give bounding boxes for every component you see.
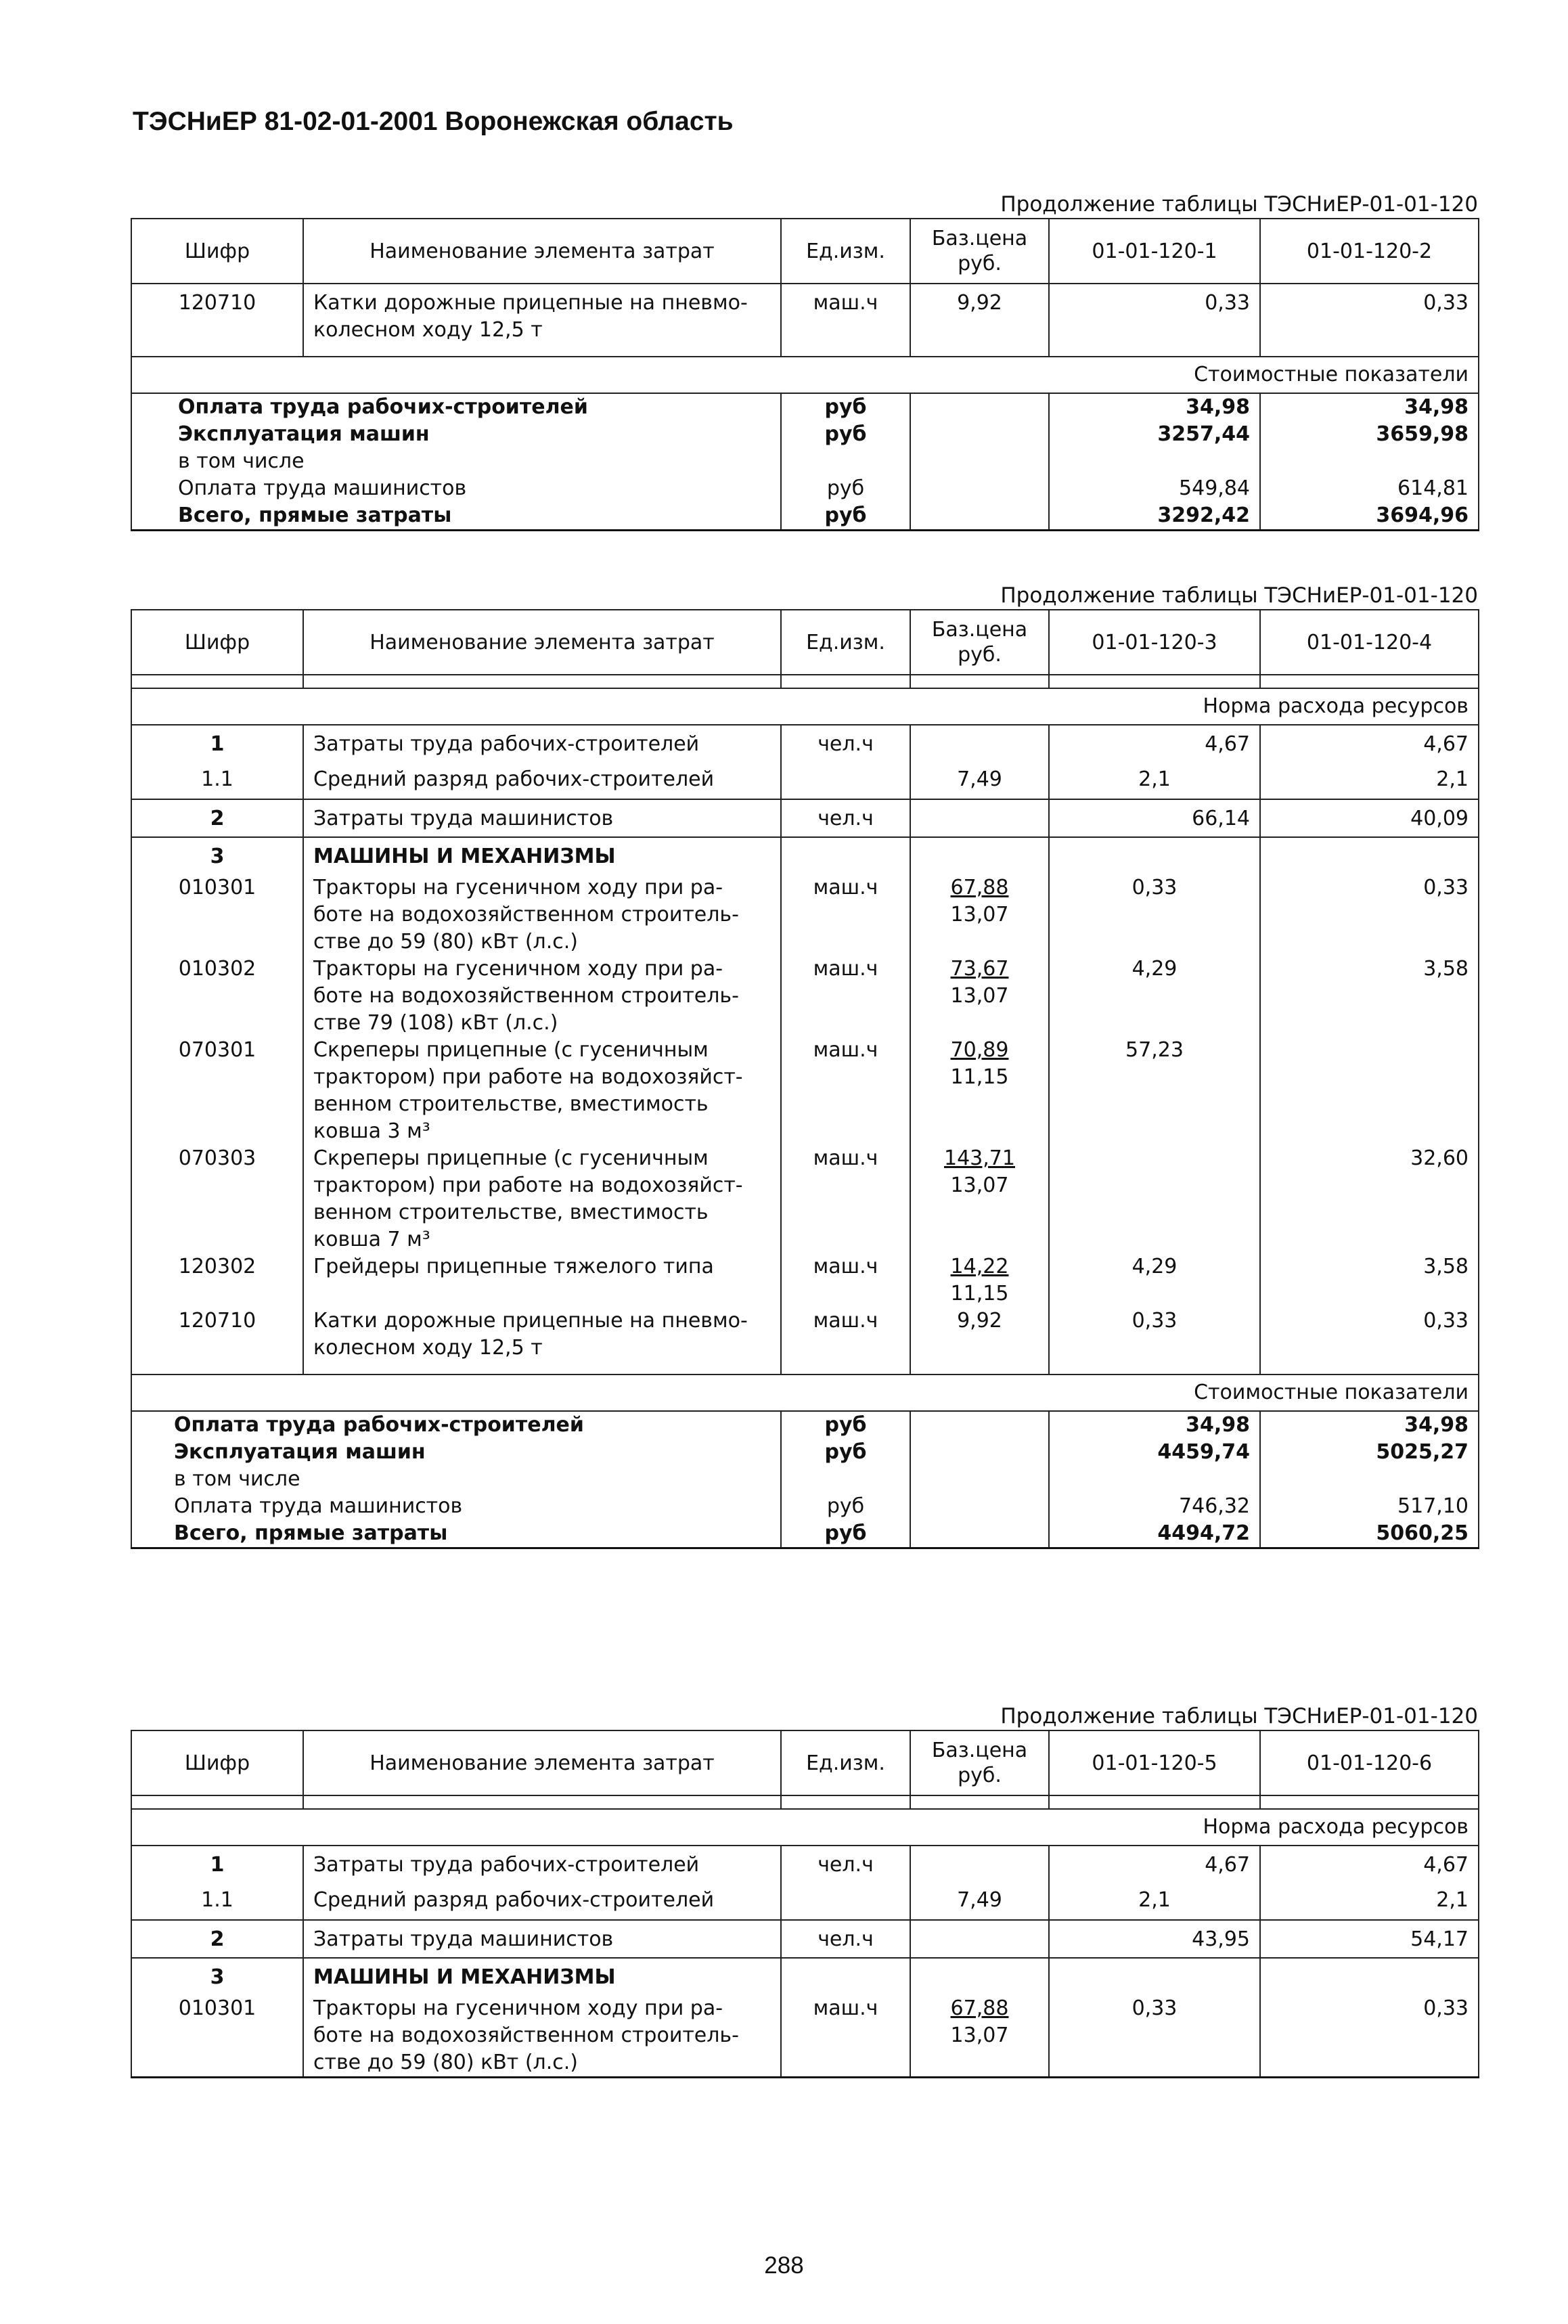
row-name: Скреперы прицепные (с гусеничным трактором) при работе на водохозяйст-венном строительстве, вместимость ковша 7 м³ xyxy=(303,1145,781,1253)
row-code: 1 xyxy=(131,1846,303,1879)
row-value-a: 0,33 xyxy=(1049,1308,1260,1362)
section-norm-label: Норма расхода ресурсов xyxy=(131,688,1479,725)
row-name: Тракторы на гусеничном ходу при ра-боте на водохозяйственном строитель-стве до 59 (80) кВт (л.с.) xyxy=(303,870,781,956)
table-row xyxy=(131,1145,1479,1253)
header-unit: Ед.изм. xyxy=(781,219,910,284)
row-name: Скреперы прицепные (с гусеничным трактором) при работе на водохозяйст-венном строительстве, вместимость ковша 3 м³ xyxy=(303,1037,781,1145)
summary-label: Всего, прямые затраты xyxy=(131,1520,781,1548)
row-value-b: 0,33 xyxy=(1260,1308,1479,1362)
summary-row-machines xyxy=(131,1439,1479,1466)
header-col-a: 01-01-120-3 xyxy=(1049,610,1260,675)
row-value-a: 43,95 xyxy=(1049,1920,1260,1958)
summary-value-b: 3659,98 xyxy=(1260,421,1479,448)
row-value-b: 0,33 xyxy=(1260,1991,1479,2078)
summary-label: Всего, прямые затраты xyxy=(131,502,781,531)
row-name: Грейдеры прицепные тяжелого типа xyxy=(303,1253,781,1308)
table-header-row xyxy=(131,610,1479,675)
summary-label: Оплата труда рабочих-строителей xyxy=(131,1411,781,1439)
row-code: 1.1 xyxy=(131,1879,303,1920)
summary-value-a: 746,32 xyxy=(1049,1493,1260,1520)
table-row xyxy=(131,1920,1479,1958)
resource-table-1 xyxy=(131,218,1479,531)
summary-unit: руб xyxy=(781,1520,910,1548)
section-header xyxy=(131,357,1479,393)
header-name: Наименование элемента затрат xyxy=(303,219,781,284)
row-code: 120710 xyxy=(131,1308,303,1362)
row-value-a: 4,67 xyxy=(1049,1846,1260,1879)
header-price xyxy=(910,610,1049,675)
row-price-base: 14,22 xyxy=(950,1255,1009,1278)
header-code: Шифр xyxy=(131,610,303,675)
row-code: 120710 xyxy=(131,284,303,344)
spacer-row xyxy=(131,1795,1479,1809)
row-unit: чел.ч xyxy=(781,1920,910,1958)
summary-label: Оплата труда машинистов xyxy=(131,475,781,502)
header-col-b: 01-01-120-2 xyxy=(1260,219,1479,284)
row-price: 7,49 xyxy=(910,758,1049,799)
table-caption: Продолжение таблицы ТЭСНиЕР-01-01-120 xyxy=(1000,583,1478,608)
summary-value-b: 614,81 xyxy=(1260,475,1479,502)
summary-row-incl xyxy=(131,1466,1479,1493)
row-code: 3 xyxy=(131,837,303,870)
table-row xyxy=(131,1991,1479,2078)
header-unit: Ед.изм. xyxy=(781,610,910,675)
row-name: Затраты труда машинистов xyxy=(303,799,781,837)
table-row xyxy=(131,1879,1479,1920)
header-col-b: 01-01-120-4 xyxy=(1260,610,1479,675)
row-unit: маш.ч xyxy=(781,1308,910,1362)
header-price xyxy=(910,1730,1049,1795)
summary-row-total xyxy=(131,502,1479,531)
row-value-a: 4,29 xyxy=(1049,956,1260,1037)
summary-value-a: 4494,72 xyxy=(1049,1520,1260,1548)
summary-label: Оплата труда машинистов xyxy=(131,1493,781,1520)
row-price: 9,92 xyxy=(910,284,1049,344)
row-code: 2 xyxy=(131,799,303,837)
row-price xyxy=(910,1037,1049,1145)
section-norm-label: Норма расхода ресурсов xyxy=(131,1809,1479,1846)
row-price-base: 67,88 xyxy=(950,1996,1009,2020)
summary-value-b: 34,98 xyxy=(1260,393,1479,421)
row-name: МАШИНЫ И МЕХАНИЗМЫ xyxy=(303,837,781,870)
summary-value-a: 3292,42 xyxy=(1049,502,1260,531)
summary-label: Эксплуатация машин xyxy=(131,1439,781,1466)
row-price xyxy=(910,870,1049,956)
table-row xyxy=(131,725,1479,758)
summary-unit: руб xyxy=(781,502,910,531)
table-header-row xyxy=(131,219,1479,284)
summary-value-a: 549,84 xyxy=(1049,475,1260,502)
row-name: Затраты труда машинистов xyxy=(303,1920,781,1958)
row-code: 1 xyxy=(131,725,303,758)
row-value-b: 2,1 xyxy=(1260,1879,1479,1920)
row-code: 010301 xyxy=(131,1991,303,2078)
header-price xyxy=(910,219,1049,284)
table-row xyxy=(131,956,1479,1037)
page-number: 288 xyxy=(764,2252,804,2279)
table-caption: Продолжение таблицы ТЭСНиЕР-01-01-120 xyxy=(1000,1704,1478,1728)
row-price-base: 67,88 xyxy=(950,876,1009,899)
header-price-line1: Баз.цена xyxy=(931,1739,1028,1762)
table-caption: Продолжение таблицы ТЭСНиЕР-01-01-120 xyxy=(1000,192,1478,217)
row-unit: маш.ч xyxy=(781,1037,910,1145)
row-name: Затраты труда рабочих-строителей xyxy=(303,1846,781,1879)
row-name: Тракторы на гусеничном ходу при ра-боте на водохозяйственном строитель-стве 79 (108) кВт (л.с.) xyxy=(303,956,781,1037)
header-price-line1: Баз.цена xyxy=(931,227,1028,250)
summary-value-b: 34,98 xyxy=(1260,1411,1479,1439)
resource-table-2 xyxy=(131,609,1479,1549)
row-price-wage: 13,07 xyxy=(950,903,1009,926)
summary-value-a: 4459,74 xyxy=(1049,1439,1260,1466)
row-unit: чел.ч xyxy=(781,1846,910,1879)
table-row xyxy=(131,799,1479,837)
table-row xyxy=(131,1846,1479,1879)
row-code: 1.1 xyxy=(131,758,303,799)
row-unit: маш.ч xyxy=(781,1991,910,2078)
row-value-b: 4,67 xyxy=(1260,725,1479,758)
row-value-b xyxy=(1260,1037,1479,1145)
row-value-a xyxy=(1049,1145,1260,1253)
header-code: Шифр xyxy=(131,1730,303,1795)
row-price: 7,49 xyxy=(910,1879,1049,1920)
row-value-a: 57,23 xyxy=(1049,1037,1260,1145)
row-unit: маш.ч xyxy=(781,1253,910,1308)
row-name: Средний разряд рабочих-строителей xyxy=(303,1879,781,1920)
document-title: ТЭСНиЕР 81-02-01-2001 Воронежская область xyxy=(133,107,734,136)
header-col-a: 01-01-120-1 xyxy=(1049,219,1260,284)
row-value-a: 2,1 xyxy=(1049,1879,1260,1920)
row-code: 120302 xyxy=(131,1253,303,1308)
row-value-b: 0,33 xyxy=(1260,284,1479,344)
table-row xyxy=(131,1037,1479,1145)
header-name: Наименование элемента затрат xyxy=(303,610,781,675)
row-price-wage: 11,15 xyxy=(950,1282,1009,1305)
row-price-wage: 13,07 xyxy=(950,1174,1009,1197)
row-price xyxy=(910,1253,1049,1308)
row-name: Затраты труда рабочих-строителей xyxy=(303,725,781,758)
table-row xyxy=(131,1958,1479,1991)
summary-value-b: 517,10 xyxy=(1260,1493,1479,1520)
summary-unit: руб xyxy=(781,475,910,502)
row-price-base: 70,89 xyxy=(950,1038,1009,1062)
summary-row-labor xyxy=(131,1411,1479,1439)
row-value-a: 2,1 xyxy=(1049,758,1260,799)
header-price-line2: руб. xyxy=(958,1764,1002,1787)
table-row xyxy=(131,758,1479,799)
row-value-b: 54,17 xyxy=(1260,1920,1479,1958)
summary-row-operators xyxy=(131,475,1479,502)
summary-row-total xyxy=(131,1520,1479,1548)
row-price-wage: 13,07 xyxy=(950,2024,1009,2047)
header-price-line2: руб. xyxy=(958,643,1002,667)
spacer-row xyxy=(131,1362,1479,1375)
row-value-a: 4,29 xyxy=(1049,1253,1260,1308)
row-value-b: 3,58 xyxy=(1260,956,1479,1037)
section-cost-label: Стоимостные показатели xyxy=(131,357,1479,393)
summary-label: Оплата труда рабочих-строителей xyxy=(131,393,781,421)
row-unit: маш.ч xyxy=(781,870,910,956)
row-name: Средний разряд рабочих-строителей xyxy=(303,758,781,799)
summary-value-b: 3694,96 xyxy=(1260,502,1479,531)
row-code: 3 xyxy=(131,1958,303,1991)
row-price-wage: 13,07 xyxy=(950,984,1009,1008)
row-value-a: 0,33 xyxy=(1049,284,1260,344)
summary-value-b: 5060,25 xyxy=(1260,1520,1479,1548)
header-code: Шифр xyxy=(131,219,303,284)
section-header xyxy=(131,688,1479,725)
row-unit: чел.ч xyxy=(781,725,910,758)
spacer-row xyxy=(131,344,1479,357)
table-header-row xyxy=(131,1730,1479,1795)
header-name: Наименование элемента затрат xyxy=(303,1730,781,1795)
row-price xyxy=(910,1991,1049,2078)
summary-label: Эксплуатация машин xyxy=(131,421,781,448)
section-header xyxy=(131,1375,1479,1411)
row-price-wage: 11,15 xyxy=(950,1065,1009,1089)
summary-unit: руб xyxy=(781,393,910,421)
row-value-a: 66,14 xyxy=(1049,799,1260,837)
row-value-b: 32,60 xyxy=(1260,1145,1479,1253)
row-name: Катки дорожные прицепные на пневмо-колесном ходу 12,5 т xyxy=(303,1308,781,1362)
summary-row-labor xyxy=(131,393,1479,421)
summary-value-b: 5025,27 xyxy=(1260,1439,1479,1466)
row-unit: маш.ч xyxy=(781,1145,910,1253)
table-row xyxy=(131,870,1479,956)
row-name: МАШИНЫ И МЕХАНИЗМЫ xyxy=(303,1958,781,1991)
header-unit: Ед.изм. xyxy=(781,1730,910,1795)
summary-row-incl xyxy=(131,448,1479,475)
summary-incl-label: в том числе xyxy=(131,1466,781,1493)
row-unit: маш.ч xyxy=(781,956,910,1037)
row-code: 2 xyxy=(131,1920,303,1958)
summary-row-machines xyxy=(131,421,1479,448)
row-unit: маш.ч xyxy=(781,284,910,344)
summary-row-operators xyxy=(131,1493,1479,1520)
row-price: 9,92 xyxy=(910,1308,1049,1362)
row-code: 010302 xyxy=(131,956,303,1037)
summary-unit: руб xyxy=(781,1493,910,1520)
row-value-b: 4,67 xyxy=(1260,1846,1479,1879)
row-unit: чел.ч xyxy=(781,799,910,837)
row-code: 070301 xyxy=(131,1037,303,1145)
header-price-line2: руб. xyxy=(958,252,1002,275)
spacer-row xyxy=(131,675,1479,688)
row-value-a: 0,33 xyxy=(1049,1991,1260,2078)
row-value-b: 0,33 xyxy=(1260,870,1479,956)
summary-value-a: 34,98 xyxy=(1049,1411,1260,1439)
summary-incl-label: в том числе xyxy=(131,448,781,475)
row-price xyxy=(910,956,1049,1037)
table-row xyxy=(131,1253,1479,1308)
row-value-b: 2,1 xyxy=(1260,758,1479,799)
row-name: Тракторы на гусеничном ходу при ра-боте на водохозяйственном строитель-стве до 59 (80) кВт (л.с.) xyxy=(303,1991,781,2078)
summary-unit: руб xyxy=(781,421,910,448)
summary-value-a: 3257,44 xyxy=(1049,421,1260,448)
row-code: 010301 xyxy=(131,870,303,956)
header-price-line1: Баз.цена xyxy=(931,618,1028,642)
row-value-a: 4,67 xyxy=(1049,725,1260,758)
header-col-a: 01-01-120-5 xyxy=(1049,1730,1260,1795)
row-value-b: 40,09 xyxy=(1260,799,1479,837)
summary-unit: руб xyxy=(781,1411,910,1439)
row-value-b: 3,58 xyxy=(1260,1253,1479,1308)
row-code: 070303 xyxy=(131,1145,303,1253)
table-row xyxy=(131,1308,1479,1362)
table-row xyxy=(131,837,1479,870)
summary-unit: руб xyxy=(781,1439,910,1466)
row-value-a: 0,33 xyxy=(1049,870,1260,956)
row-price-base: 143,71 xyxy=(944,1146,1015,1170)
table-row xyxy=(131,284,1479,344)
section-cost-label: Стоимостные показатели xyxy=(131,1375,1479,1411)
row-name: Катки дорожные прицепные на пневмо-колесном ходу 12,5 т xyxy=(303,284,781,344)
summary-value-a: 34,98 xyxy=(1049,393,1260,421)
row-price xyxy=(910,1145,1049,1253)
resource-table-3 xyxy=(131,1730,1479,2078)
header-col-b: 01-01-120-6 xyxy=(1260,1730,1479,1795)
row-price-base: 73,67 xyxy=(950,957,1009,981)
section-header xyxy=(131,1809,1479,1846)
